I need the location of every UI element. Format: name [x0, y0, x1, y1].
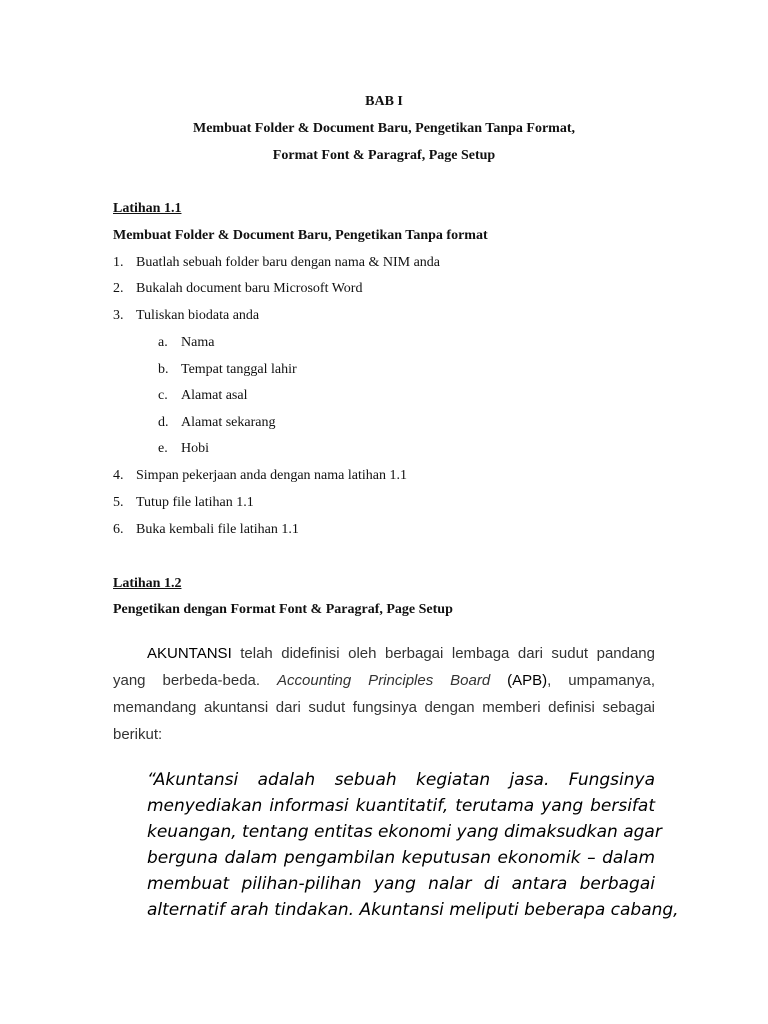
sub-list-item	[158, 362, 297, 378]
akuntansi-term: AKUNTANSI	[147, 645, 232, 662]
list-item-text: Tutup file latihan 1.1	[136, 495, 254, 510]
chapter-subtitle-line-1: Membuat Folder & Document Baru, Pengetikan Tanpa Format,	[192, 121, 575, 136]
list-item	[113, 522, 299, 538]
paragraph-text: yang berbeda-beda.	[113, 672, 261, 689]
quote-line: keuangan, tentang entitas ekonomi yang dimaksudkan agar	[147, 822, 662, 842]
sub-list-item-letter: c.	[158, 388, 168, 403]
sub-list-item	[158, 441, 209, 457]
quote-line: alternatif arah tindakan. Akuntansi meliputi beberapa cabang,	[147, 900, 679, 920]
list-item-number: 4.	[113, 468, 124, 483]
list-item-number: 1.	[113, 255, 124, 270]
sub-list-item-text: Alamat sekarang	[181, 415, 276, 430]
apb-term-italic: Accounting Principles Board	[277, 672, 491, 689]
list-item	[113, 281, 362, 297]
list-item-text: Buatlah sebuah folder baru dengan nama & NIM anda	[136, 255, 441, 270]
paragraph-line-2	[113, 672, 655, 689]
sub-list-item-text: Nama	[181, 335, 215, 350]
sub-list-item-letter: b.	[158, 362, 169, 377]
quote-line: berguna dalam pengambilan keputusan ekonomik – dalam	[147, 848, 655, 868]
list-item	[113, 468, 407, 484]
list-item-text: Buka kembali file latihan 1.1	[136, 522, 299, 537]
paragraph-text: telah didefinisi oleh berbagai lembaga dari sudut pandang	[240, 645, 655, 662]
list-item-number: 6.	[113, 522, 124, 537]
paragraph-text: , umpamanya,	[547, 672, 655, 689]
paragraph-line-1	[113, 645, 655, 662]
sub-list-item	[158, 415, 275, 431]
list-item-text: Bukalah document baru Microsoft Word	[136, 281, 363, 296]
list-item-number: 3.	[113, 308, 124, 323]
chapter-subtitle-line-2: Format Font & Paragraf, Page Setup	[272, 148, 496, 163]
sub-list-item	[158, 335, 214, 351]
list-item-number: 2.	[113, 281, 124, 296]
sub-list-item-letter: e.	[158, 441, 168, 456]
list-item-text: Tuliskan biodata anda	[136, 308, 260, 323]
list-item	[113, 308, 259, 324]
sub-list-item	[158, 388, 247, 404]
list-item	[113, 495, 254, 511]
sub-list-item-text: Hobi	[181, 441, 209, 456]
sub-list-item-letter: a.	[158, 335, 168, 350]
quote-line: menyediakan informasi kuantitatif, terutama yang bersifat	[147, 796, 655, 816]
paragraph-line-4: berikut:	[113, 726, 163, 743]
sub-list-item-text: Alamat asal	[181, 388, 248, 403]
latihan-1-1-title: Membuat Folder & Document Baru, Pengetikan Tanpa format	[113, 228, 488, 243]
paragraph-line-3: memandang akuntansi dari sudut fungsinya dengan memberi definisi sebagai	[113, 699, 655, 716]
apb-abbreviation: (APB)	[507, 672, 548, 689]
quote-line: “Akuntansi adalah sebuah kegiatan jasa. Fungsinya	[147, 770, 655, 790]
latihan-1-2-title: Pengetikan dengan Format Font & Paragraf, Page Setup	[113, 602, 453, 617]
latihan-1-1-label: Latihan 1.1	[113, 201, 182, 216]
list-item-number: 5.	[113, 495, 124, 510]
chapter-title: BAB I	[365, 94, 403, 109]
quote-line: membuat pilihan-pilihan yang nalar di antara berbagai	[147, 874, 655, 894]
sub-list-item-text: Tempat tanggal lahir	[181, 362, 297, 377]
latihan-1-2-label: Latihan 1.2	[113, 576, 182, 591]
list-item	[113, 255, 440, 271]
list-item-text: Simpan pekerjaan anda dengan nama latihan 1.1	[136, 468, 407, 483]
sub-list-item-letter: d.	[158, 415, 169, 430]
